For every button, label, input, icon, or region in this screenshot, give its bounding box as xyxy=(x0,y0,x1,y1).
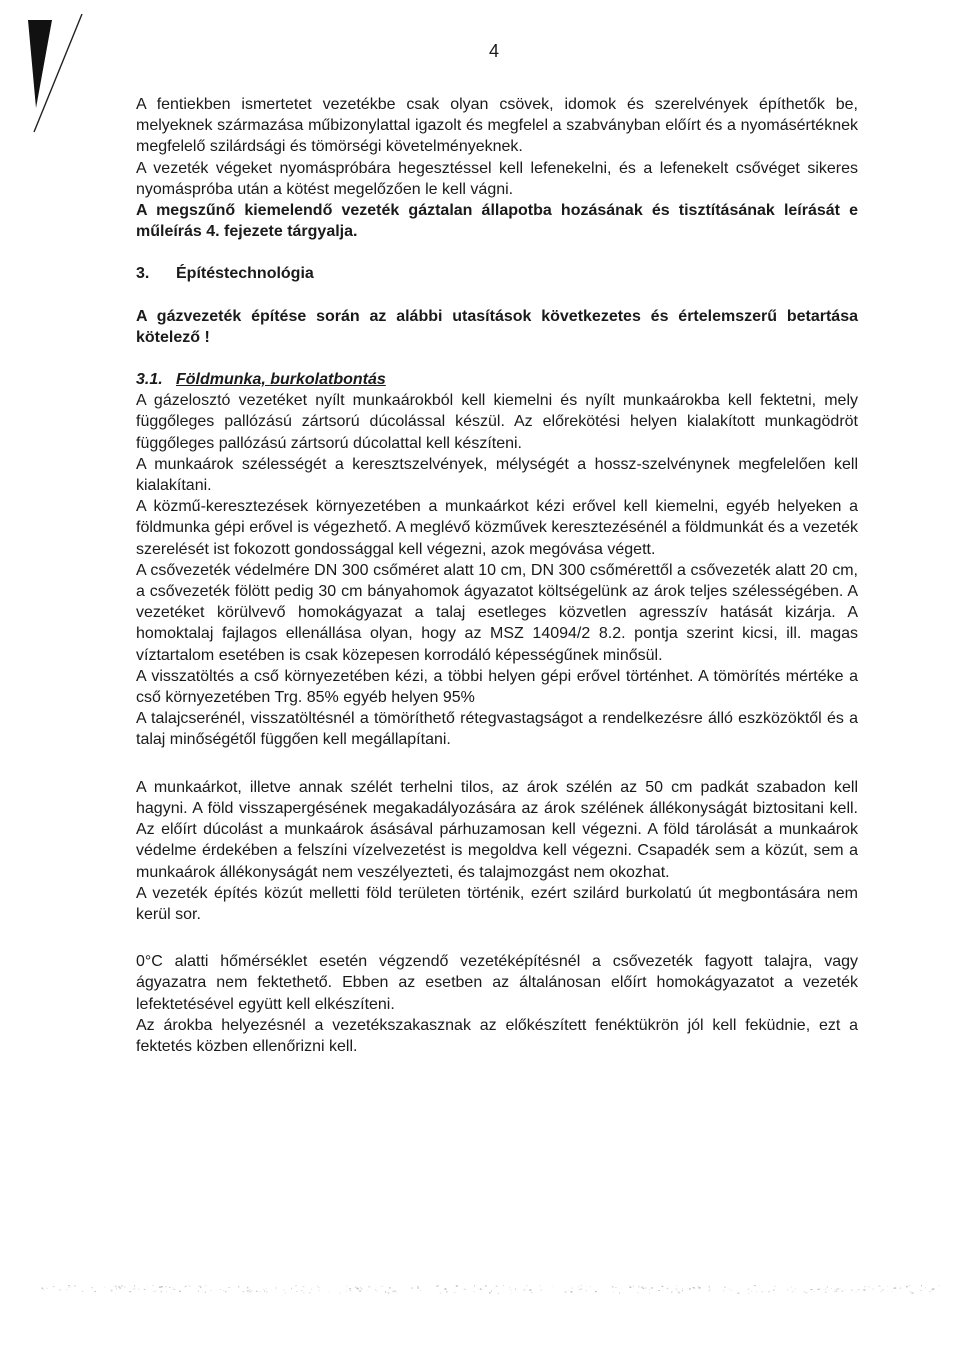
scan-speck xyxy=(595,1291,597,1292)
scan-speck xyxy=(445,1288,447,1290)
scan-speck xyxy=(723,1290,724,1291)
scan-speck xyxy=(359,1290,361,1291)
scan-speck xyxy=(831,1288,832,1289)
subsection-paragraph-5: A visszatöltés a cső környezetében kézi, a többi helyen gépi erővel történhet. A tömörítés mértéke a cső környezetében Trg. 85% egyéb helyen 95% xyxy=(136,667,858,707)
frost-paragraph-2: Az árokba helyezésnél a vezetékszakasznak az előkészített fenéktükrön jól kell feküdnie, ezt a fektetés közben ellenőrizni kell. xyxy=(136,1016,858,1055)
scan-speck xyxy=(152,1285,154,1286)
scan-speck xyxy=(211,1290,212,1291)
scan-speck xyxy=(645,1287,646,1289)
scan-speck xyxy=(120,1287,121,1288)
scan-speck xyxy=(709,1286,710,1287)
scan-speck xyxy=(68,1287,70,1288)
scan-speck xyxy=(328,1292,329,1293)
scan-speck xyxy=(619,1293,620,1294)
scan-speck xyxy=(529,1289,531,1290)
scan-speck xyxy=(835,1290,837,1292)
scan-speck xyxy=(311,1289,312,1290)
scan-speck xyxy=(309,1293,311,1294)
scan-speck xyxy=(629,1287,631,1288)
scan-speck xyxy=(900,1288,901,1289)
scan-speck xyxy=(658,1290,660,1291)
scan-speck xyxy=(159,1286,161,1288)
scan-speck xyxy=(360,1287,361,1288)
scan-speck xyxy=(223,1290,224,1291)
scan-speck xyxy=(205,1285,207,1286)
scan-speck xyxy=(708,1291,709,1292)
scan-speck xyxy=(889,1286,890,1287)
scan-speck xyxy=(188,1285,190,1286)
scan-speck xyxy=(303,1286,304,1287)
scan-speck xyxy=(921,1290,922,1291)
scan-speck xyxy=(284,1290,285,1291)
scan-speck xyxy=(825,1288,826,1290)
scan-speck xyxy=(95,1291,96,1292)
scan-speck xyxy=(511,1290,512,1291)
subsection-title: Földmunka, burkolatbontás xyxy=(176,371,386,389)
scan-speck xyxy=(912,1292,914,1293)
scan-speck xyxy=(939,1285,940,1286)
scan-speck xyxy=(474,1285,475,1287)
scan-speck xyxy=(906,1286,907,1288)
scan-speck xyxy=(417,1288,419,1289)
frost-paragraph-1: 0°C alatti hőmérséklet esetén végzendő vezetéképítésnél a csővezeték fagyott talajra, vagy ágyazatra nem fektethető. Ebben az esetben az általánosan előírt homokágyazatot a vezeték lefektetésével együtt kell elkészíteni. xyxy=(136,953,858,1013)
scan-speck xyxy=(682,1290,683,1291)
scan-speck xyxy=(568,1290,569,1291)
scan-speck xyxy=(200,1287,201,1289)
scan-speck xyxy=(709,1289,710,1290)
scan-speck xyxy=(677,1285,678,1286)
scan-speck xyxy=(641,1287,643,1288)
scan-speck xyxy=(825,1292,826,1293)
scan-speck xyxy=(161,1291,163,1293)
section-title: Építéstechnológia xyxy=(176,265,314,283)
scan-speck xyxy=(638,1292,639,1293)
scan-speck xyxy=(932,1288,934,1289)
scan-speck xyxy=(250,1291,251,1293)
scan-speck xyxy=(339,1292,340,1294)
scan-speck xyxy=(68,1285,70,1286)
scan-speck xyxy=(571,1291,573,1293)
scan-speck xyxy=(346,1291,347,1293)
scan-speck xyxy=(229,1287,230,1288)
scan-speck xyxy=(638,1286,640,1288)
scan-speck xyxy=(456,1285,458,1287)
scan-speck xyxy=(303,1293,305,1294)
section-number: 3. xyxy=(136,265,150,283)
scan-speck xyxy=(225,1291,227,1292)
scan-speck xyxy=(118,1286,119,1288)
scan-speck xyxy=(247,1287,248,1289)
scan-speck xyxy=(921,1285,922,1286)
scan-speck xyxy=(612,1287,614,1288)
scan-speck xyxy=(749,1293,750,1294)
scan-speck xyxy=(266,1291,267,1292)
scan-speck xyxy=(285,1293,286,1294)
scan-speck xyxy=(115,1286,117,1288)
scan-speck xyxy=(263,1289,264,1290)
scan-speck xyxy=(909,1285,910,1286)
scan-speck xyxy=(787,1289,788,1291)
scan-speck xyxy=(349,1288,351,1289)
scan-speck xyxy=(464,1289,466,1290)
scan-speck xyxy=(571,1288,573,1289)
scan-speck xyxy=(649,1292,650,1293)
scan-speck xyxy=(173,1289,174,1290)
scan-speck xyxy=(693,1287,695,1288)
scan-speck xyxy=(751,1291,752,1292)
scan-speck xyxy=(319,1290,320,1291)
scan-speck xyxy=(724,1287,725,1288)
scan-speck xyxy=(133,1289,135,1290)
scan-speck xyxy=(578,1286,579,1288)
scan-speck xyxy=(291,1288,292,1289)
scan-speck xyxy=(671,1291,672,1293)
scan-speck xyxy=(220,1289,221,1290)
scan-speck xyxy=(515,1288,516,1290)
scan-speck xyxy=(836,1289,837,1290)
scan-speck xyxy=(827,1286,828,1288)
scan-speck xyxy=(633,1286,634,1287)
scan-speck xyxy=(138,1289,139,1290)
scan-speck xyxy=(368,1286,370,1287)
scan-speck xyxy=(682,1289,683,1290)
section-lead: A gázvezeték építése során az alábbi utasítások következetes és értelemszerű betartása kötelező ! xyxy=(136,307,858,346)
scan-speck xyxy=(42,1288,43,1290)
scan-speck xyxy=(190,1286,191,1287)
subsection-number: 3.1. xyxy=(136,371,163,389)
scan-speck xyxy=(479,1289,480,1290)
scan-speck xyxy=(129,1291,131,1292)
scan-speck xyxy=(91,1287,92,1288)
scan-speck xyxy=(613,1291,614,1292)
scan-speck xyxy=(169,1287,170,1288)
scan-speck xyxy=(411,1288,413,1289)
scan-speck xyxy=(651,1287,653,1289)
scan-speck xyxy=(247,1290,249,1292)
scan-speck xyxy=(256,1291,258,1292)
scan-speck xyxy=(800,1287,801,1288)
scan-speck xyxy=(184,1286,186,1287)
scan-speck xyxy=(161,1286,163,1288)
scan-speck xyxy=(104,1287,105,1288)
document-body xyxy=(136,94,858,1057)
scan-speck xyxy=(837,1288,838,1289)
scan-speck xyxy=(894,1288,896,1289)
scan-speck xyxy=(446,1291,447,1293)
scan-speck xyxy=(629,1285,630,1286)
scan-speck xyxy=(367,1290,368,1291)
scan-speck xyxy=(491,1290,492,1292)
scan-speck xyxy=(59,1289,61,1291)
scan-speck xyxy=(304,1286,305,1287)
scan-speck xyxy=(731,1290,732,1291)
scan-speck xyxy=(375,1289,376,1290)
scan-speck xyxy=(699,1287,701,1288)
scan-speck xyxy=(82,1291,83,1292)
scan-speck xyxy=(768,1291,770,1293)
scan-speck xyxy=(198,1290,199,1292)
scan-speck xyxy=(615,1287,616,1288)
subsection-heading xyxy=(136,369,858,390)
scan-speck xyxy=(929,1291,931,1292)
scan-speck xyxy=(737,1293,739,1294)
paragraph-intro-3: A megszűnő kiemelendő vezeték gáztalan állapotba hozásának és tisztításának leírását e műleírás 4. fejezete tárgyalja. xyxy=(136,202,858,241)
scan-speck xyxy=(134,1285,135,1286)
scan-corner-mark xyxy=(0,0,110,140)
scan-speck xyxy=(389,1287,390,1289)
scan-speck xyxy=(172,1288,173,1289)
scan-speck xyxy=(121,1285,122,1286)
scan-speck xyxy=(580,1289,581,1290)
scan-speck xyxy=(489,1292,491,1293)
scan-speck xyxy=(271,1290,272,1291)
scan-speck xyxy=(842,1290,843,1291)
scan-speck xyxy=(814,1292,815,1293)
scan-speck xyxy=(804,1291,806,1293)
scan-speck xyxy=(863,1289,865,1290)
scan-speck xyxy=(643,1288,644,1289)
scan-speck xyxy=(834,1291,835,1292)
scan-speck xyxy=(317,1286,318,1287)
scan-speck xyxy=(166,1291,167,1292)
scan-speck xyxy=(552,1287,553,1288)
scan-speck xyxy=(728,1289,729,1290)
scan-speck xyxy=(773,1290,774,1292)
scan-speck xyxy=(301,1290,303,1291)
scan-speck xyxy=(394,1291,396,1292)
scan-speck xyxy=(417,1286,419,1287)
scan-speck xyxy=(46,1288,48,1289)
trench-paragraph-1: A munkaárkot, illetve annak szélét terhelni tilos, az árok szélén az 50 cm padkát szabadon kell hagyni. A föld visszapergésének megakadályozására az árok szélének állékonyságát biztositani kell. Az előírt dúcolást a munkaárok ásásával párhuzamosan kell végezni. A föld tárolását a munkaárok védelme érdekében a felszíni vízelvezetést is megoldva kell végezni. Csapadék sem a közút, sem a munkaárok állékonyságát nem veszélyezteti, és talajmozgást nem okozhat. xyxy=(136,778,858,881)
scan-speck xyxy=(754,1285,756,1286)
scan-speck xyxy=(346,1286,348,1287)
scan-speck xyxy=(392,1291,394,1292)
subsection-paragraph-1: A gázelosztó vezetéket nyílt munkaárokból kell kiemelni és nyílt munkaárokba kell fektetni, mely függőleges pallózású zártsorú dúcolással készül. Az előrekötési helyen kialakított munkagödröt függőleges pallózású zártsorú dúcolattal kell készíteni. xyxy=(136,392,858,452)
scan-speck xyxy=(739,1292,740,1294)
scan-speck xyxy=(909,1291,911,1292)
scan-speck xyxy=(881,1291,882,1292)
scan-speck xyxy=(511,1293,512,1294)
subsection-paragraph-3: A közmű-keresztezések környezetében a munkaárkot kézi erővel kell kiemelni, egyéb helyeken a földmunka gépi erővel is végezhető. A meglévő közművek keresztezésénél a földmunkát és a vezeték szerelését ist fokozott gondossággal kell végezni, azok megóvása végett. xyxy=(136,498,858,558)
scan-speck xyxy=(454,1292,455,1293)
scan-speck xyxy=(579,1289,580,1290)
scan-speck xyxy=(252,1290,253,1291)
scan-noise-strip xyxy=(40,1282,940,1296)
scan-speck xyxy=(111,1290,113,1292)
scan-speck xyxy=(539,1285,540,1286)
scan-speck xyxy=(275,1287,276,1289)
scan-speck xyxy=(242,1291,244,1292)
scan-speck xyxy=(678,1291,680,1292)
scan-speck xyxy=(318,1287,319,1288)
scan-speck xyxy=(247,1292,248,1293)
subsection-paragraph-4: A csővezeték védelmére DN 300 csőméret alatt 10 cm, DN 300 csőmérettől a csővezeték alatt 20 cm, a csővezeték fölött pedig 30 cm bányahomok ágyazatot költségelünk az árok teljes szélességében. A vezetéket körülvevő homokágyazat a talaj esetleges közvetlen agresszív hatását kizárja. A homoktalaj fajlagos ellenállása olyan, hogy az MSZ 14094/2 8.2. pontja szerint kicsi, ill. magas víztartalom esetében is csak közepesen korrodáló képességűnek minősül. xyxy=(136,561,858,664)
scan-speck xyxy=(676,1289,678,1290)
scan-speck xyxy=(689,1288,691,1289)
scan-speck xyxy=(531,1292,532,1293)
scan-speck xyxy=(361,1288,363,1290)
scan-speck xyxy=(125,1286,126,1287)
scan-speck xyxy=(819,1289,820,1290)
scan-speck xyxy=(144,1289,146,1290)
scan-speck xyxy=(858,1289,860,1290)
scan-speck xyxy=(147,1287,148,1288)
scan-speck xyxy=(791,1287,792,1288)
scan-speck xyxy=(840,1288,841,1289)
scan-speck xyxy=(590,1286,591,1287)
scan-speck xyxy=(74,1285,76,1286)
scan-speck xyxy=(116,1288,117,1289)
scan-speck xyxy=(296,1291,298,1292)
scan-speck xyxy=(481,1290,482,1291)
scan-speck xyxy=(565,1291,567,1293)
scan-speck xyxy=(925,1287,926,1288)
scan-speck xyxy=(498,1293,499,1294)
scan-speck xyxy=(396,1292,397,1293)
scan-speck xyxy=(748,1288,750,1289)
scan-speck xyxy=(295,1285,296,1286)
scan-speck xyxy=(872,1289,874,1290)
scan-speck xyxy=(856,1291,857,1292)
scan-speck xyxy=(382,1286,383,1287)
scan-speck xyxy=(264,1290,265,1292)
section-heading xyxy=(136,263,858,284)
scan-speck xyxy=(249,1289,250,1290)
scan-speck xyxy=(380,1286,381,1287)
scan-speck xyxy=(436,1286,438,1287)
scan-speck xyxy=(503,1285,504,1286)
scan-speck xyxy=(474,1292,475,1293)
scan-speck xyxy=(355,1287,356,1288)
scan-speck xyxy=(438,1285,439,1286)
scan-speck xyxy=(53,1286,54,1287)
scan-speck xyxy=(496,1286,498,1287)
scan-speck xyxy=(864,1286,866,1287)
scan-speck xyxy=(350,1290,351,1292)
scan-speck xyxy=(795,1289,796,1290)
scan-speck xyxy=(761,1291,763,1292)
scan-speck xyxy=(775,1286,776,1287)
scan-speck xyxy=(541,1290,542,1291)
scan-speck xyxy=(43,1289,44,1290)
scan-speck xyxy=(879,1285,881,1287)
scan-speck xyxy=(171,1293,172,1295)
scan-speck xyxy=(420,1290,421,1291)
scan-speck xyxy=(524,1289,526,1290)
scan-speck xyxy=(266,1288,267,1289)
scan-speck xyxy=(463,1288,464,1289)
scan-speck xyxy=(388,1292,390,1294)
trench-paragraph-2: A vezeték építés közút melletti föld területen történik, ezért szilárd burkolatú út megbontására nem kerül sor. xyxy=(136,884,858,923)
scan-speck xyxy=(440,1293,441,1294)
scan-speck xyxy=(649,1289,650,1290)
scan-speck xyxy=(179,1291,181,1292)
scan-speck xyxy=(845,1290,846,1291)
scan-speck xyxy=(153,1291,155,1292)
scan-speck xyxy=(667,1288,669,1289)
scan-speck xyxy=(887,1286,888,1287)
page-number: 4 xyxy=(489,41,500,61)
scan-speck xyxy=(480,1288,481,1290)
scan-speck xyxy=(485,1285,487,1286)
scan-speck xyxy=(586,1290,587,1291)
scan-speck xyxy=(526,1285,527,1286)
scan-speck xyxy=(385,1291,386,1293)
scan-speck xyxy=(891,1291,892,1292)
scan-speck xyxy=(238,1286,239,1288)
scan-speck xyxy=(662,1286,664,1287)
scan-speck xyxy=(376,1291,377,1292)
scan-speck xyxy=(792,1291,794,1292)
scan-speck xyxy=(165,1286,166,1287)
paragraph-intro-2: A vezeték végeket nyomáspróbára hegesztéssel kell lefenekelni, és a lefenekelt csővéget sikeres nyomáspróba után a kötést megelőzően le kell vágni. xyxy=(136,159,858,198)
scan-speck xyxy=(851,1289,852,1290)
scan-speck xyxy=(581,1285,583,1286)
scan-speck xyxy=(756,1291,757,1292)
scan-speck xyxy=(205,1292,206,1293)
scan-speck xyxy=(260,1291,261,1292)
scan-speck xyxy=(679,1292,680,1293)
scan-speck xyxy=(869,1286,870,1287)
subsection-paragraph-2: A munkaárok szélességét a keresztszelvények, mélységét a hossz-szelvénynek megfelelően kell kialakítani. xyxy=(136,455,858,495)
scan-speck xyxy=(66,1289,67,1290)
scan-speck xyxy=(509,1287,510,1289)
scan-speck xyxy=(810,1289,811,1290)
scan-speck xyxy=(882,1289,884,1290)
scan-speck xyxy=(805,1292,807,1293)
scan-speck xyxy=(931,1290,932,1291)
scan-speck xyxy=(155,1291,157,1292)
paragraph-intro-1: A fentiekben ismertetet vezetékbe csak olyan csövek, idomok és szerelvények építhetők be, melyeknek származása műbizonylattal igazolt és megfelel a szabványban előírt és a nyomásértéknek megfelelő szilárdsági és tömörségi követelményeknek. xyxy=(136,96,858,156)
scan-speck xyxy=(698,1286,700,1287)
scan-speck xyxy=(357,1288,359,1290)
subsection-paragraph-6: A talajcserénél, visszatöltésnél a tömöríthető rétegvastagságot a rendelkezésre álló eszközöktől és a talaj minőségétől függően kell megállapítani. xyxy=(136,710,858,749)
scan-speck xyxy=(694,1288,695,1289)
scan-speck xyxy=(677,1290,678,1291)
